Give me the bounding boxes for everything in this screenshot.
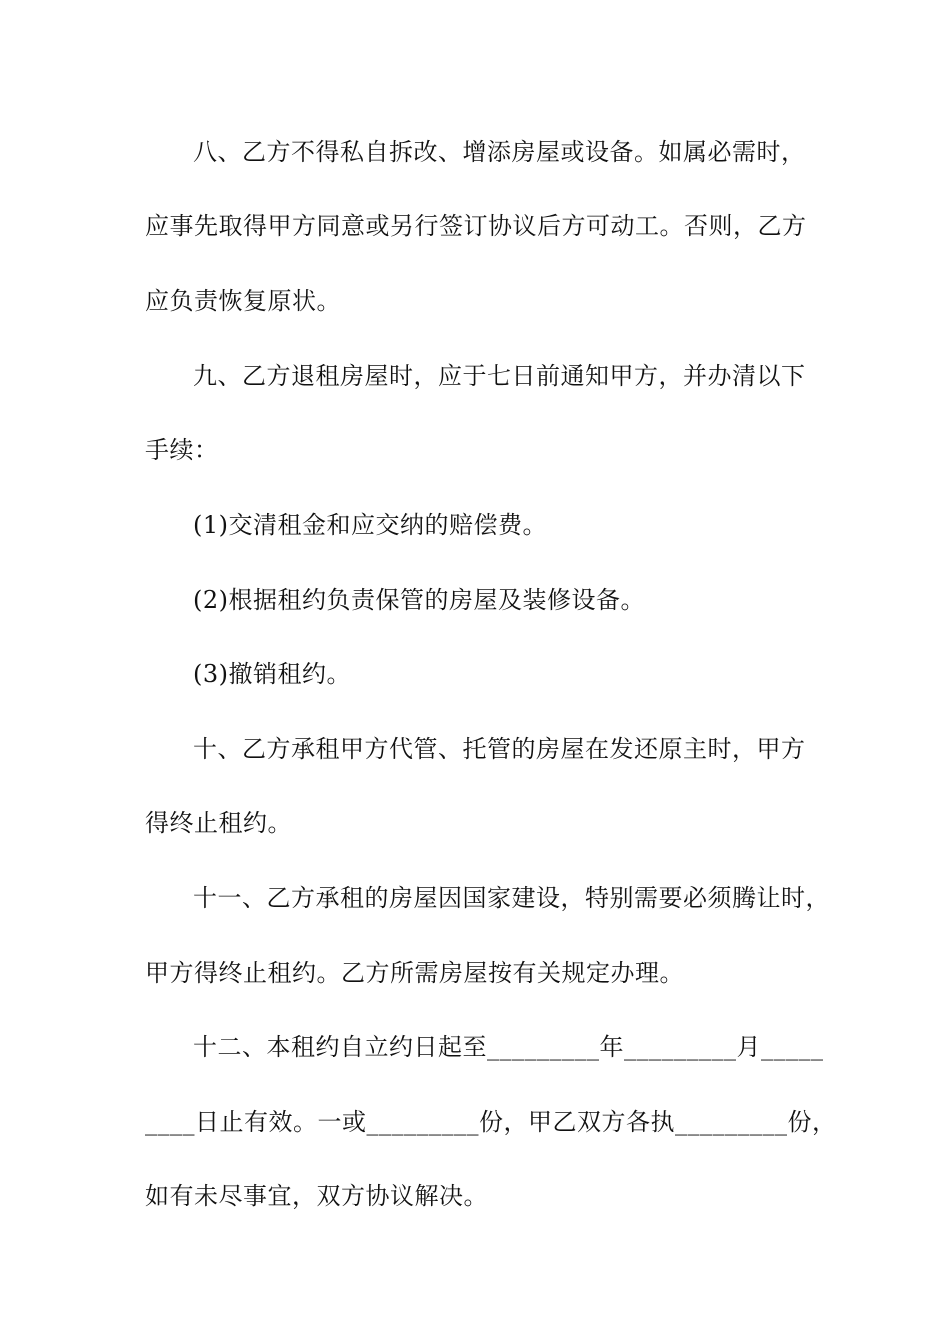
- paragraph-12-line-2: ____日止有效。一或_________份，甲乙双方各执_________份，: [145, 1108, 837, 1136]
- paragraph-12-line-3: 如有未尽事宜，双方协议解决。: [145, 1182, 488, 1210]
- list-item-2: (2)根据租约负责保管的房屋及装修设备。: [193, 586, 645, 614]
- paragraph-9-line-1: 九、乙方退租房屋时，应于七日前通知甲方，并办清以下: [193, 362, 806, 390]
- paragraph-11-line-2: 甲方得终止租约。乙方所需房屋按有关规定办理。: [145, 959, 684, 987]
- paragraph-12-line-1: 十二、本租约自立约日起至_________年_________月_____: [193, 1033, 824, 1061]
- paragraph-9-line-2: 手续：: [145, 436, 219, 464]
- paragraph-11-line-1: 十一、乙方承租的房屋因国家建设，特别需要必须腾让时，: [193, 884, 830, 912]
- list-item-1: (1)交清租金和应交纳的赔偿费。: [193, 511, 547, 539]
- paragraph-10-line-2: 得终止租约。: [145, 809, 292, 837]
- paragraph-8-line-2: 应事先取得甲方同意或另行签订协议后方可动工。否则，乙方: [145, 212, 807, 240]
- paragraph-8-line-3: 应负责恢复原状。: [145, 287, 341, 315]
- paragraph-10-line-1: 十、乙方承租甲方代管、托管的房屋在发还原主时，甲方: [193, 735, 806, 763]
- list-item-3: (3)撤销租约。: [193, 660, 351, 688]
- paragraph-8-line-1: 八、乙方不得私自拆改、增添房屋或设备。如属必需时，: [193, 138, 806, 166]
